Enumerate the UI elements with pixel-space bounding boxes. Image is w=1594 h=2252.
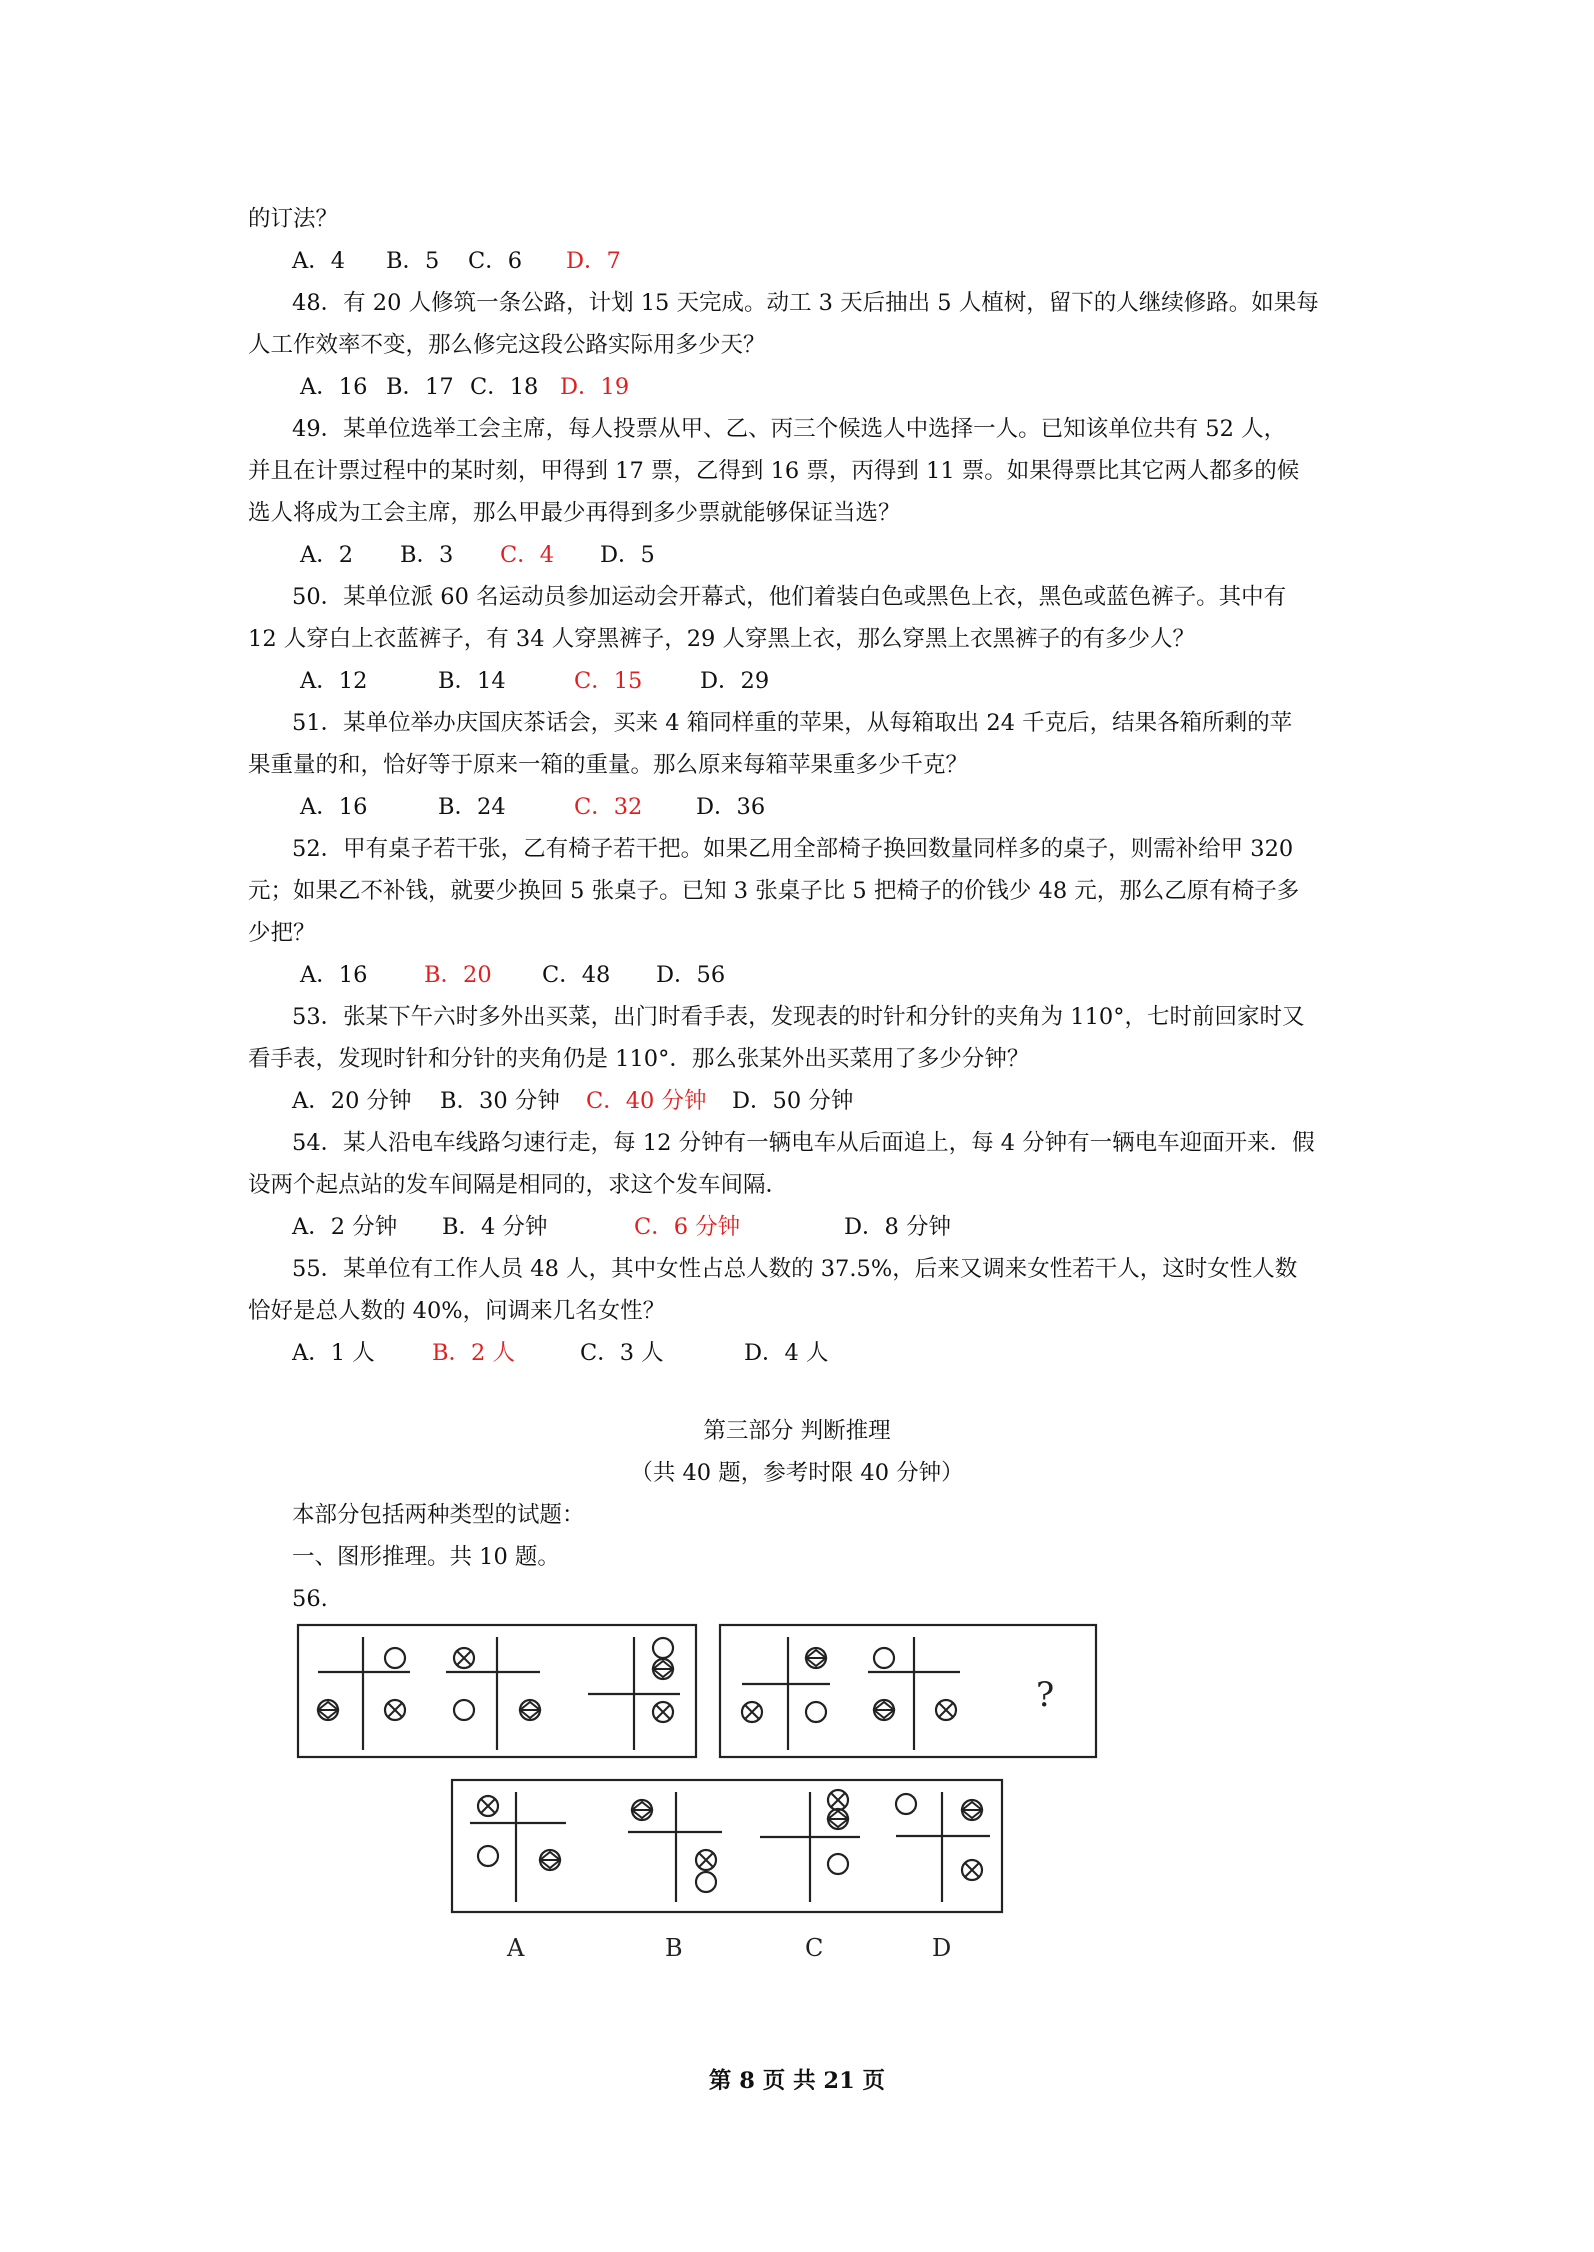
crossed-circle-icon: [454, 1648, 474, 1668]
q55-option-b: B．2 人: [432, 1340, 516, 1366]
section-intro-item: 一、图形推理。共 10 题。: [292, 1544, 560, 1570]
q56-sequence-box-1: [298, 1625, 696, 1757]
section-title: 第三部分 判断推理: [703, 1418, 891, 1444]
crossed-circle-icon: [478, 1796, 498, 1816]
crossed-circle-icon: [696, 1850, 716, 1870]
q47-option-c: C．6: [468, 248, 523, 274]
crossed-circle-icon: [742, 1702, 762, 1722]
q49-option-a: A．2: [300, 542, 354, 568]
q55-option-d: D．4 人: [744, 1340, 829, 1366]
q49-option-b: B．3: [400, 542, 454, 568]
q49-text-3: 选人将成为工会主席，那么甲最少再得到多少票就能够保证当选？: [248, 500, 901, 526]
section-subtitle: （共 40 题，参考时限 40 分钟）: [630, 1460, 964, 1486]
q47-tail: 的订法？: [248, 206, 339, 232]
q49-text-1: 49．某单位选举工会主席，每人投票从甲、乙、丙三个候选人中选择一人。已知该单位共有 52 人，: [292, 416, 1287, 442]
q52-option-a: A．16: [300, 962, 368, 988]
q55-option-c: C．3 人: [580, 1340, 664, 1366]
q51-text-1: 51．某单位举办庆国庆茶话会，买来 4 箱同样重的苹果，从每箱取出 24 千克后，结果各箱所剩的苹: [292, 710, 1293, 736]
q55-option-a: A．1 人: [292, 1340, 375, 1366]
crossed-circle-icon: [962, 1860, 982, 1880]
circle-icon: [896, 1794, 916, 1814]
q53-option-a: A．20 分钟: [292, 1088, 412, 1114]
circle-icon: [454, 1700, 474, 1720]
q54-option-b: B．4 分钟: [442, 1214, 548, 1240]
q48-option-a: A．16: [300, 374, 368, 400]
q51-option-a: A．16: [300, 794, 368, 820]
crossed-circle-icon: [385, 1700, 405, 1720]
q56-choice-b-figure: [628, 1792, 722, 1902]
q51-option-d: D．36: [696, 794, 766, 820]
q56-choice-d-label: D: [932, 1934, 952, 1962]
q52-option-c: C．48: [542, 962, 611, 988]
crossed-circle-icon: [936, 1700, 956, 1720]
q52-text-3: 少把？: [248, 920, 316, 946]
q54-option-a: A．2 分钟: [292, 1214, 398, 1240]
q51-option-b: B．24: [438, 794, 506, 820]
q52-text-2: 元；如果乙不补钱，就要少换回 5 张桌子。已知 3 张桌子比 5 把椅子的价钱少 48 元，那么乙原有椅子多: [248, 878, 1300, 904]
q54-option-c: C．6 分钟: [634, 1214, 741, 1240]
q56-figure-5: [868, 1637, 960, 1750]
q54-option-d: D．8 分钟: [844, 1214, 952, 1240]
q56-figure-1: [318, 1637, 410, 1750]
q47-option-b: B．5: [386, 248, 440, 274]
diamond-circle-icon: [540, 1850, 560, 1870]
q48-option-c: C．18: [470, 374, 539, 400]
q56-figure-2: [446, 1637, 540, 1750]
q49-option-d: D．5: [600, 542, 655, 568]
q53-option-c: C．40 分钟: [586, 1088, 707, 1114]
q56-number: 56.: [292, 1586, 328, 1612]
page-footer: 第 8 页 共 21 页: [708, 2068, 886, 2094]
diamond-circle-icon: [828, 1809, 848, 1829]
q56-choice-c-label: C: [805, 1934, 824, 1962]
q50-option-c: C．15: [574, 668, 643, 694]
circle-icon: [653, 1638, 673, 1658]
q50-option-d: D．29: [700, 668, 770, 694]
q48-option-d: D．19: [560, 374, 630, 400]
q50-text-2: 12 人穿白上衣蓝裤子，有 34 人穿黑裤子，29 人穿黑上衣，那么穿黑上衣黑裤子的有多少人？: [248, 626, 1196, 652]
q51-option-c: C．32: [574, 794, 643, 820]
q56-choice-a-label: A: [507, 1934, 525, 1962]
q50-text-1: 50．某单位派 60 名运动员参加运动会开幕式，他们着装白色或黑色上衣，黑色或蓝色裤子。其中有: [292, 584, 1287, 610]
circle-icon: [828, 1854, 848, 1874]
q56-choice-a-figure: [470, 1792, 566, 1902]
q55-text-2: 恰好是总人数的 40%，问调来几名女性？: [248, 1298, 666, 1324]
q56-figure-3: [588, 1637, 680, 1750]
q48-text-1: 48．有 20 人修筑一条公路，计划 15 天完成。动工 3 天后抽出 5 人植树，留下的人继续修路。如果每: [292, 290, 1319, 316]
diamond-circle-icon: [632, 1800, 652, 1820]
q56-choice-d-figure: [896, 1792, 990, 1902]
diamond-circle-icon: [653, 1659, 673, 1679]
q56-figure-4: [742, 1637, 830, 1750]
crossed-circle-icon: [828, 1790, 848, 1810]
section-intro: 本部分包括两种类型的试题：: [292, 1502, 585, 1528]
q49-text-2: 并且在计票过程中的某时刻，甲得到 17 票，乙得到 16 票，丙得到 11 票。如果得票比其它两人都多的候: [248, 458, 1300, 484]
diamond-circle-icon: [874, 1700, 894, 1720]
circle-icon: [874, 1648, 894, 1668]
q53-text-2: 看手表，发现时针和分针的夹角仍是 110°．那么张某外出买菜用了多少分钟？: [248, 1046, 1030, 1072]
q54-text-2: 设两个起点站的发车间隔是相同的，求这个发车间隔．: [248, 1172, 789, 1198]
diamond-circle-icon: [318, 1700, 338, 1720]
q53-option-b: B．30 分钟: [440, 1088, 560, 1114]
q47-option-d: D．7: [566, 248, 621, 274]
q52-option-b: B．20: [424, 962, 492, 988]
q56-choice-c-figure: [760, 1790, 860, 1902]
crossed-circle-icon: [653, 1702, 673, 1722]
q48-text-2: 人工作效率不变，那么修完这段公路实际用多少天？: [248, 332, 766, 358]
q48-option-b: B．17: [386, 374, 454, 400]
q56-options-box: [452, 1780, 1002, 1912]
q51-text-2: 果重量的和，恰好等于原来一箱的重量。那么原来每箱苹果重多少千克？: [248, 752, 969, 778]
q56-choice-b-label: B: [665, 1934, 683, 1962]
circle-icon: [478, 1846, 498, 1866]
q49-option-c: C．4: [500, 542, 555, 568]
q52-text-1: 52．甲有桌子若干张，乙有椅子若干把。如果乙用全部椅子换回数量同样多的桌子，则需补给甲 320: [292, 836, 1294, 862]
q50-option-a: A．12: [300, 668, 368, 694]
q53-text-1: 53．张某下午六时多外出买菜，出门时看手表，发现表的时针和分针的夹角为 110°，七时前回家时又: [292, 1004, 1305, 1030]
diamond-circle-icon: [520, 1700, 540, 1720]
circle-icon: [385, 1648, 405, 1668]
q54-text-1: 54．某人沿电车线路匀速行走，每 12 分钟有一辆电车从后面追上，每 4 分钟有一辆电车迎面开来．假: [292, 1130, 1315, 1156]
q53-option-d: D．50 分钟: [732, 1088, 854, 1114]
q50-option-b: B．14: [438, 668, 506, 694]
question-mark: ?: [1036, 1675, 1055, 1715]
q52-option-d: D．56: [656, 962, 726, 988]
diamond-circle-icon: [806, 1648, 826, 1668]
diamond-circle-icon: [962, 1800, 982, 1820]
q47-option-a: A．4: [292, 248, 346, 274]
circle-icon: [696, 1872, 716, 1892]
q55-text-1: 55．某单位有工作人员 48 人，其中女性占总人数的 37.5%，后来又调来女性若干人，这时女性人数: [292, 1256, 1298, 1282]
circle-icon: [806, 1702, 826, 1722]
